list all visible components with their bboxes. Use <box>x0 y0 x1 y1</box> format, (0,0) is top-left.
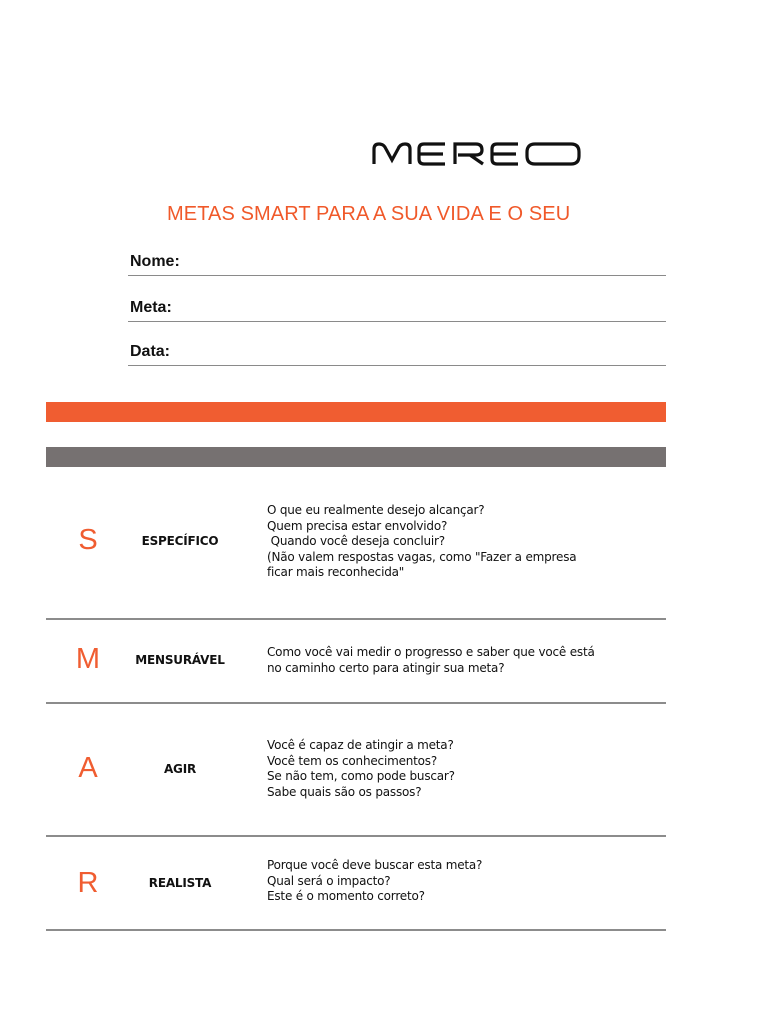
smart-letter: A <box>78 752 98 784</box>
smart-description: O que eu realmente desejo alcançar? Quem precisa estar envolvido? Quando você deseja concluir? (Não valem respostas vagas, como "Fazer a empresa ficar mais reconhecida" <box>267 503 577 579</box>
data-label: Data: <box>130 343 171 360</box>
smart-row-s <box>46 467 666 620</box>
smart-description: Porque você deve buscar esta meta? Qual será o impacto? Este é o momento correto? <box>267 858 483 903</box>
nome-field[interactable] <box>128 253 666 276</box>
smart-row-r <box>46 837 666 931</box>
orange-header-band <box>46 402 666 422</box>
smart-concept: ESPECÍFICO <box>141 534 219 548</box>
gray-header-band <box>46 447 666 467</box>
meta-field[interactable] <box>128 299 666 322</box>
mereo-logo <box>372 140 582 168</box>
smart-row-m <box>46 620 666 704</box>
data-field[interactable] <box>128 343 666 366</box>
smart-letter: M <box>75 643 101 675</box>
meta-label: Meta: <box>130 299 172 316</box>
smart-concept: AGIR <box>163 762 197 776</box>
smart-concept: REALISTA <box>148 876 212 890</box>
smart-letter: R <box>77 867 99 899</box>
row-divider <box>46 929 666 931</box>
smart-concept: MENSURÁVEL <box>135 653 225 667</box>
page-title: METAS SMART PARA A SUA VIDA E O SEU <box>167 203 571 225</box>
smart-description: Você é capaz de atingir a meta? Você tem os conhecimentos? Se não tem, como pode buscar? Sabe quais são os passos? <box>267 738 455 799</box>
smart-row-a <box>46 704 666 837</box>
nome-label: Nome: <box>130 253 180 270</box>
smart-description: Como você vai medir o progresso e saber que você está no caminho certo para atingir sua meta? <box>267 645 595 675</box>
smart-letter: S <box>78 524 98 556</box>
